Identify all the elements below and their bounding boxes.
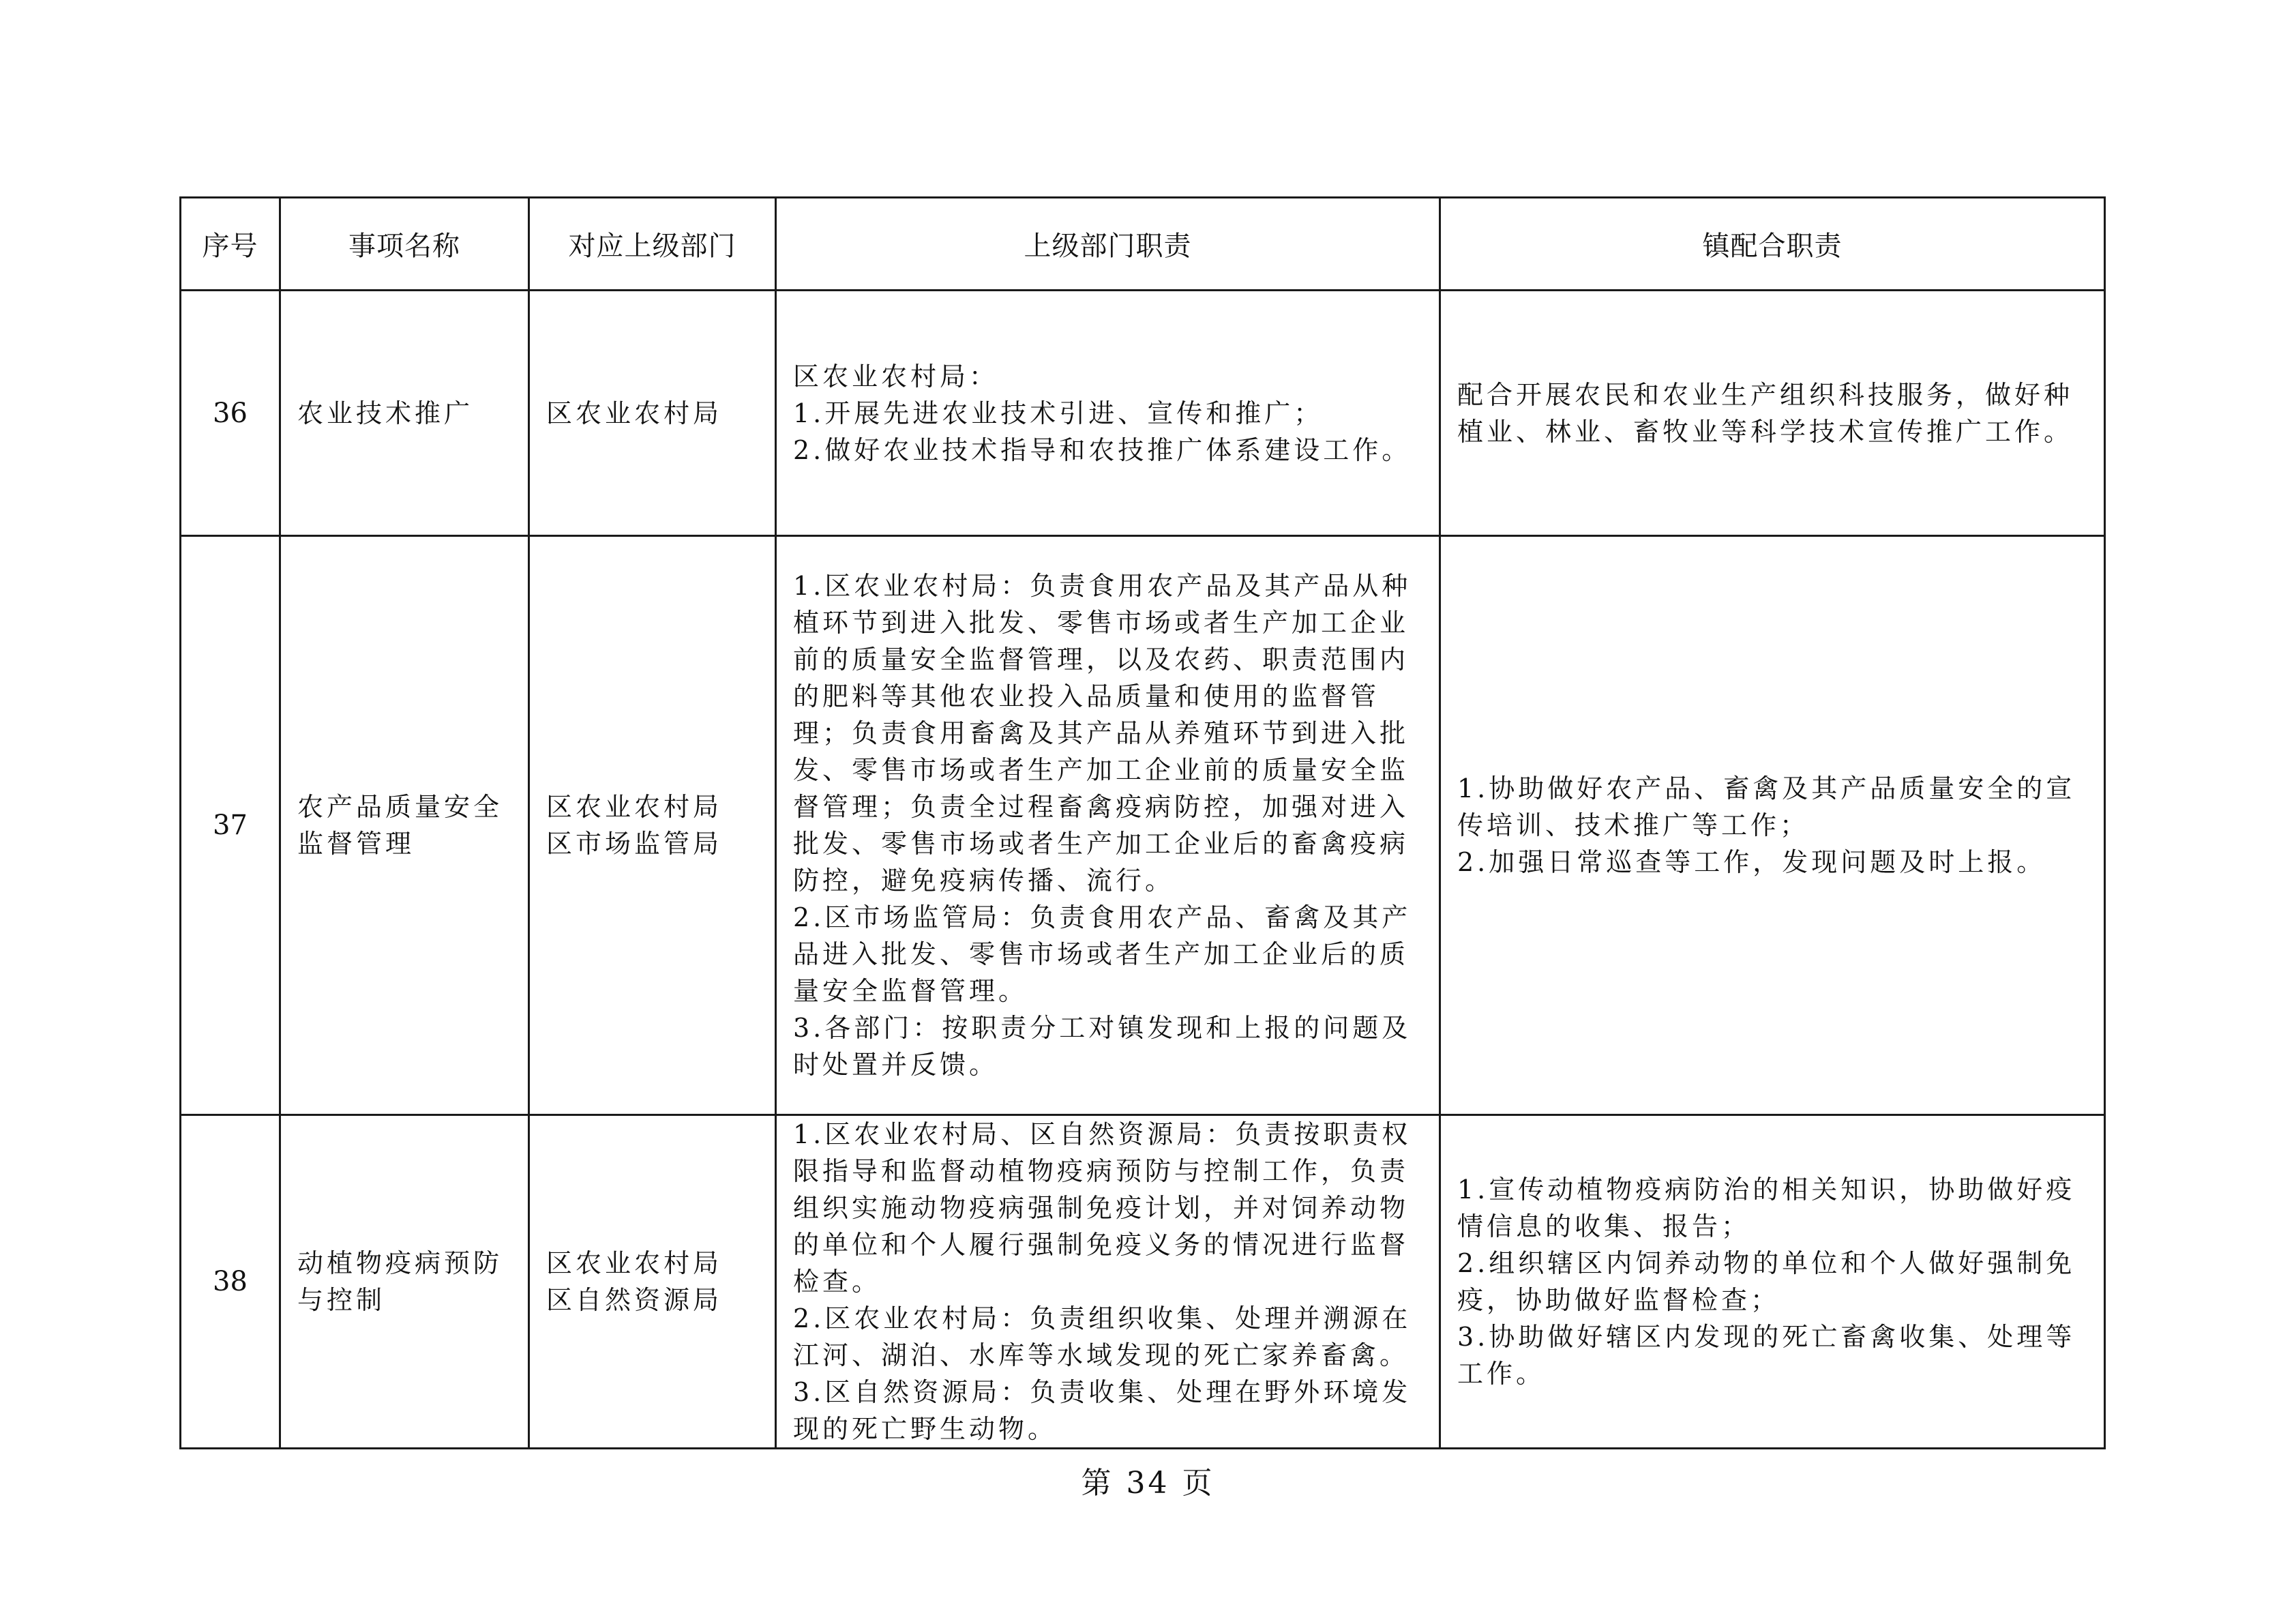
row-number: 38	[181, 1115, 280, 1449]
table-header-row	[181, 198, 2105, 291]
town-duties-cell	[1440, 536, 2105, 1115]
item-name-cell	[280, 1115, 529, 1449]
item-name: 农业技术推广	[297, 398, 474, 428]
town-duties-cell	[1440, 291, 2105, 536]
item-name-cell	[280, 536, 529, 1115]
upper-dept: 区农业农村局	[546, 398, 723, 428]
upper-duties-cell	[776, 1115, 1440, 1449]
duty-table	[179, 196, 2106, 1449]
row-number: 36	[181, 291, 280, 536]
upper-duties-cell	[776, 291, 1440, 536]
town-duties: 配合开展农民和农业生产组织科技服务，做好种植业、林业、畜牧业等科学技术宣传推广工作。	[1457, 379, 2074, 447]
item-name: 农产品质量安全监督管理	[297, 792, 503, 859]
item-name: 动植物疫病预防与控制	[297, 1248, 503, 1315]
item-name-cell	[280, 291, 529, 536]
table-row	[181, 1115, 2105, 1449]
page-number: 第 34 页	[1081, 1466, 1215, 1501]
header-no: 序号	[181, 198, 280, 291]
upper-dept-cell	[529, 1115, 776, 1449]
upper-dept: 区农业农村局 区市场监管局	[546, 792, 723, 859]
upper-duties: 1.区农业农村局、区自然资源局：负责按职责权限指导和监督动植物疫病预防与控制工作，负责组织实施动物疫病强制免疫计划，并对饲养动物的单位和个人履行强制免疫义务的情况进行监督检查。 2.区农业农村局：负责组织收集、处理并溯源在江河、湖泊、水库等水域发现的死亡家养畜禽。 3.区自然资源局：负责收集、处理在野外环境发现的死亡野生动物。	[793, 1119, 1412, 1444]
upper-duties-cell	[776, 536, 1440, 1115]
header-item-name: 事项名称	[280, 198, 529, 291]
header-town-duties: 镇配合职责	[1440, 198, 2105, 291]
upper-duties: 1.区农业农村局：负责食用农产品及其产品从种植环节到进入批发、零售市场或者生产加工企业前的质量安全监督管理，以及农药、职责范围内的肥料等其他农业投入品质量和使用的监督管理；负责食用畜禽及其产品从养殖环节到进入批发、零售市场或者生产加工企业前的质量安全监督管理；负责全过程畜禽疫病防控，加强对进入批发、零售市场或者生产加工企业后的畜禽疫病防控，避免疫病传播、流行。 2.区市场监管局：负责食用农产品、畜禽及其产品进入批发、零售市场或者生产加工企业后的质量安全监督管理。 3.各部门：按职责分工对镇发现和上报的问题及时处置并反馈。	[793, 571, 1412, 1080]
upper-dept-cell	[529, 291, 776, 536]
upper-dept-cell	[529, 536, 776, 1115]
town-duties: 1.宣传动植物疫病防治的相关知识，协助做好疫情信息的收集、报告； 2.组织辖区内饲养动物的单位和个人做好强制免疫，协助做好监督检查； 3.协助做好辖区内发现的死亡畜禽收集、处理等工作。	[1457, 1175, 2076, 1389]
upper-duties: 区农业农村局： 1.开展先进农业技术引进、宣传和推广； 2.做好农业技术指导和农技推广体系建设工作。	[793, 361, 1412, 465]
upper-dept: 区农业农村局 区自然资源局	[546, 1248, 723, 1315]
row-number: 37	[181, 536, 280, 1115]
town-duties: 1.协助做好农产品、畜禽及其产品质量安全的宣传培训、技术推广等工作； 2.加强日常巡查等工作，发现问题及时上报。	[1457, 773, 2076, 877]
header-upper-duties: 上级部门职责	[776, 198, 1440, 291]
table-row	[181, 291, 2105, 536]
town-duties-cell	[1440, 1115, 2105, 1449]
header-upper-dept: 对应上级部门	[529, 198, 776, 291]
table-row	[181, 536, 2105, 1115]
